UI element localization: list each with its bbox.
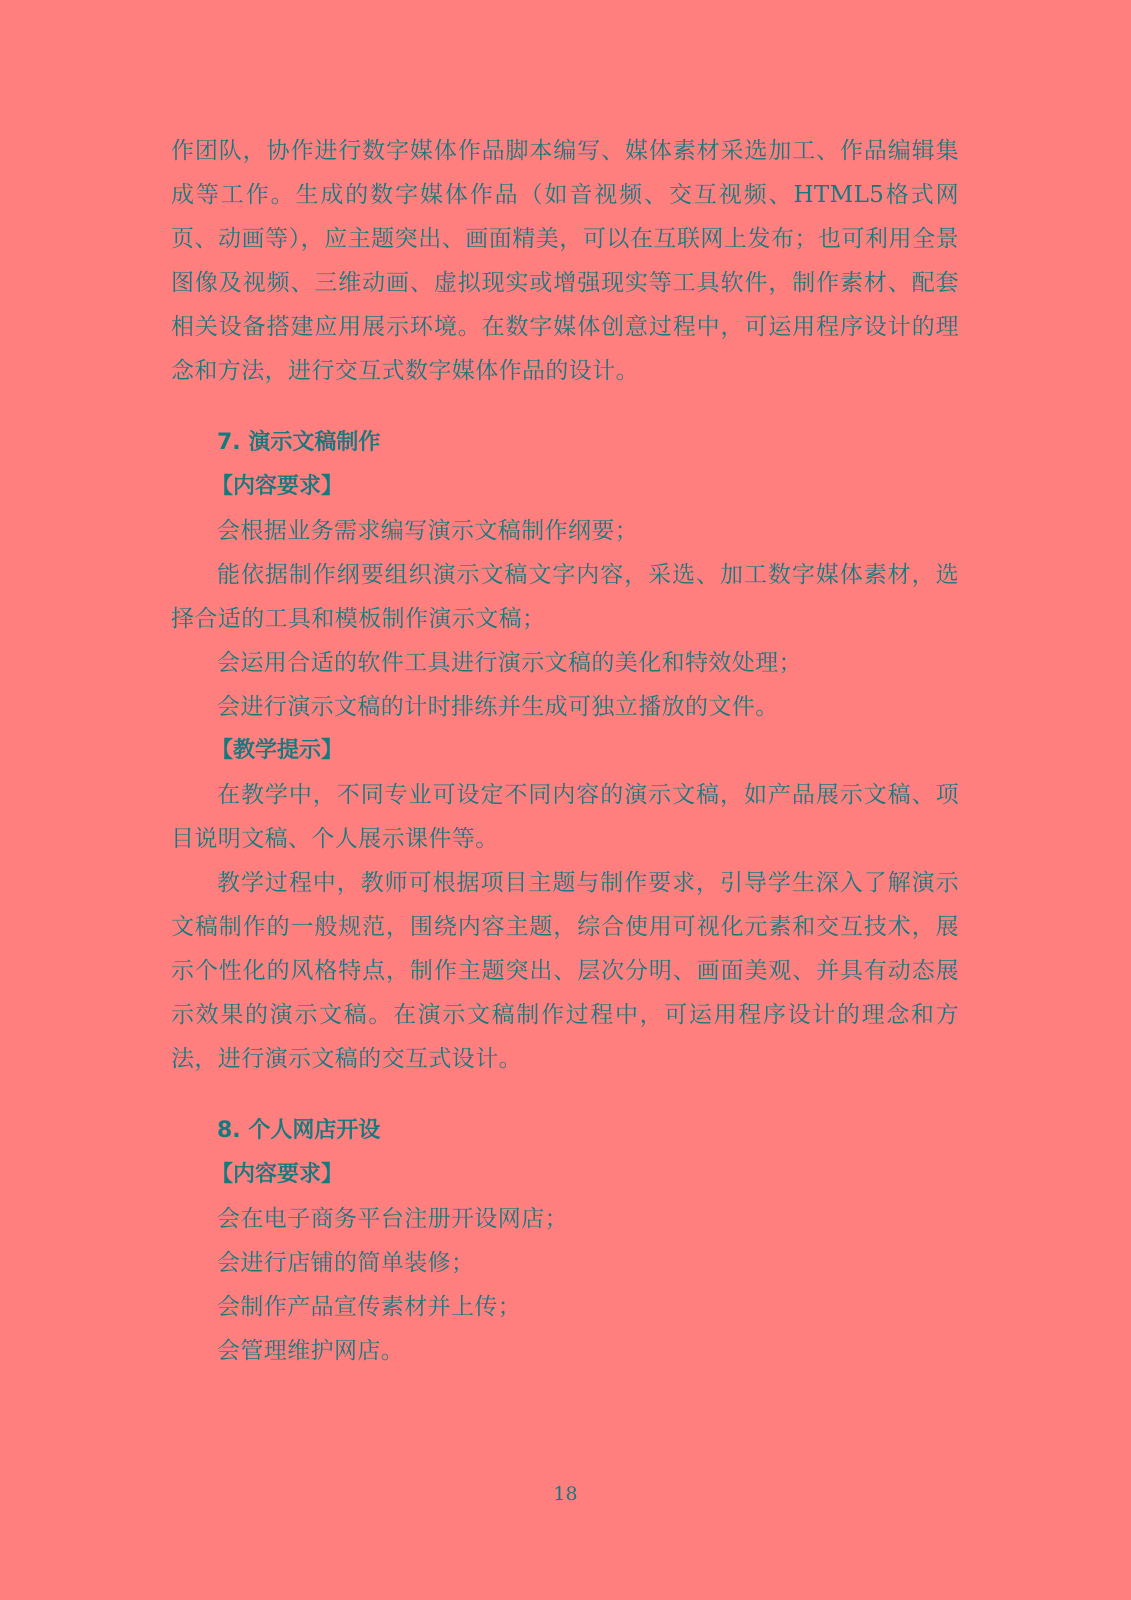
section-8-requirement-item: 会进行店铺的简单装修；	[217, 1250, 475, 1276]
page-number: 18	[553, 1483, 578, 1505]
section-8-title: 8. 个人网店开设	[217, 1118, 381, 1143]
intro-paragraph: 作团队，协作进行数字媒体作品脚本编写、媒体素材采选加工、作品编辑集成等工作。生成的数字媒体作品（如音视频、交互视频、HTML5格式网页、动画等），应主题突出、画面精美，可以在互联网上发布；也可利用全景图像及视频、三维动画、虚拟现实或增强现实等工具软件，制作素材、配套相关设备搭建应用展示环境。在数字媒体创意过程中，可运用程序设计的理念和方法，进行交互式数字媒体作品的设计。	[171, 138, 959, 384]
section-7-teaching-tip: 在教学中，不同专业可设定不同内容的演示文稿，如产品展示文稿、项目说明文稿、个人展示课件等。	[171, 782, 959, 852]
section-7-title: 7. 演示文稿制作	[217, 430, 381, 455]
section-7-teaching-tip: 教学过程中，教师可根据项目主题与制作要求，引导学生深入了解演示文稿制作的一般规范，围绕内容主题，综合使用可视化元素和交互技术，展示个性化的风格特点，制作主题突出、层次分明、画面美观、并具有动态展示效果的演示文稿。在演示文稿制作过程中，可运用程序设计的理念和方法，进行演示文稿的交互式设计。	[171, 870, 959, 1072]
section-8-requirement-item: 会制作产品宣传素材并上传；	[217, 1294, 522, 1320]
section-7-requirement-item: 会运用合适的软件工具进行演示文稿的美化和特效处理；	[217, 650, 802, 676]
section-7-requirement-item: 会根据业务需求编写演示文稿制作纲要；	[217, 518, 639, 544]
section-7-teaching-tips-heading: 【教学提示】	[211, 738, 344, 763]
section-7-content-requirements-heading: 【内容要求】	[211, 474, 344, 499]
section-gap	[171, 1081, 959, 1109]
section-7-requirement-item: 能依据制作纲要组织演示文稿文字内容，采选、加工数字媒体素材，选择合适的工具和模板制作演示文稿；	[171, 562, 959, 632]
page-content	[171, 129, 959, 1373]
section-gap	[171, 393, 959, 421]
section-8-requirement-item: 会在电子商务平台注册开设网店；	[217, 1206, 568, 1232]
section-8-requirement-item: 会管理维护网店。	[217, 1338, 405, 1364]
section-7-requirement-item: 会进行演示文稿的计时排练并生成可独立播放的文件。	[217, 694, 779, 720]
section-8-content-requirements-heading: 【内容要求】	[211, 1162, 344, 1187]
